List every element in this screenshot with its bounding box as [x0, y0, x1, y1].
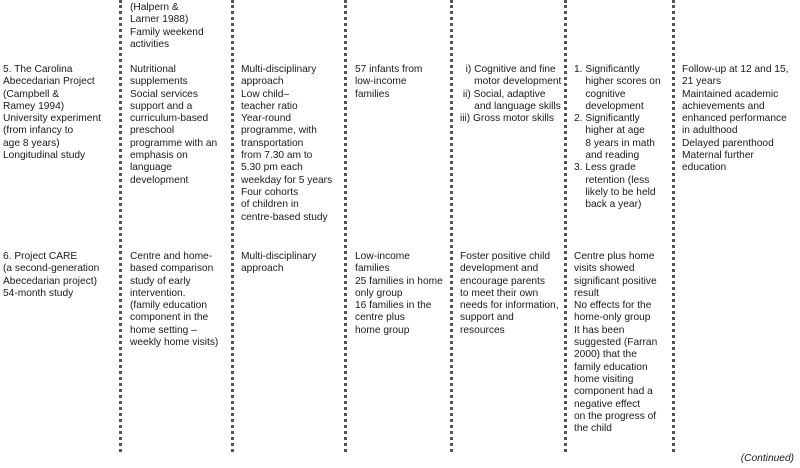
cell-line: Delayed parenthood: [682, 137, 774, 149]
cell-line: 6. Project CARE: [3, 251, 78, 262]
column-separator: [119, 0, 122, 452]
cell-line: preschool: [130, 125, 175, 137]
cell-line: education: [682, 162, 727, 174]
cell-line: enhanced performance: [682, 113, 787, 125]
cell-line: families: [355, 88, 390, 100]
cell-line: negative effect: [574, 398, 641, 410]
cell-line: suggested (Farran: [574, 337, 658, 349]
cell-line: home setting –: [130, 324, 197, 336]
cell-line: centre-based study: [241, 211, 328, 223]
cell-line: visits showed: [574, 263, 635, 275]
cell-line: Family weekend: [130, 26, 204, 38]
cell-line: home group: [355, 324, 410, 336]
cell-line: (Halpern &: [130, 2, 179, 13]
table-cell: [574, 64, 661, 212]
cell-line: Centre plus home: [574, 251, 655, 262]
cell-line: Longitudinal study: [3, 150, 86, 162]
cell-line: 21 years: [682, 76, 722, 88]
cell-line: Maternal further: [682, 150, 754, 162]
cell-line: significant positive: [574, 275, 657, 287]
cell-line: Low-income: [355, 251, 410, 262]
cell-line: home visiting: [574, 373, 634, 385]
cell-line: Ramey 1994): [3, 100, 65, 112]
cell-line: Multi-disciplinary: [241, 64, 317, 75]
cell-line: 57 infants from: [355, 64, 423, 75]
cell-line: development and: [460, 263, 539, 275]
cell-line: 5.30 pm each: [241, 162, 303, 174]
cell-line: programme with an: [130, 137, 218, 149]
table-cell: [241, 251, 316, 276]
cell-line: Social services: [130, 88, 198, 100]
cell-line: from 7.30 am to: [241, 150, 313, 162]
cell-line: supplements: [130, 76, 188, 88]
cell-line: and language skills: [460, 100, 561, 112]
cell-line: 16 families in the: [355, 300, 432, 312]
cell-line: (Campbell &: [3, 88, 60, 100]
cell-line: support and a: [130, 100, 193, 112]
cell-line: cognitive: [574, 88, 626, 100]
cell-line: support and: [460, 312, 514, 324]
cell-line: motor development: [460, 76, 562, 88]
cell-line: 1. Significantly: [574, 64, 640, 75]
table-cell: [460, 251, 559, 337]
cell-line: emphasis on: [130, 150, 188, 162]
column-separator: [344, 0, 347, 452]
cell-line: Follow-up at 12 and 15,: [682, 64, 789, 75]
cell-line: 25 families in home: [355, 275, 443, 287]
cell-line: language: [130, 162, 172, 174]
cell-line: low-income: [355, 76, 407, 88]
table-cell: [574, 251, 657, 435]
table-cell: [241, 64, 332, 224]
cell-line: No effects for the: [574, 300, 652, 312]
cell-line: age 8 years): [3, 137, 60, 149]
cell-line: component had a: [574, 386, 653, 398]
table-cell: [130, 2, 204, 51]
cell-line: weekly home visits): [130, 337, 219, 349]
cell-line: based comparison: [130, 263, 214, 275]
cell-line: approach: [241, 76, 284, 88]
cell-line: development: [130, 174, 189, 186]
cell-line: Low child–: [241, 88, 290, 100]
continued-note: (Continued): [740, 453, 794, 464]
cell-line: result: [574, 287, 599, 299]
cell-line: Abecedarian Project: [3, 76, 95, 88]
cell-line: Abecedarian project): [3, 275, 98, 287]
cell-line: in adulthood: [682, 125, 738, 137]
cell-line: component in the: [130, 312, 209, 324]
column-separator: [672, 0, 675, 452]
cell-line: weekday for 5 years: [241, 174, 333, 186]
cell-line: back a year): [574, 199, 642, 211]
cell-line: likely to be held: [574, 186, 656, 198]
cell-line: Multi-disciplinary: [241, 251, 317, 262]
cell-line: development: [574, 100, 644, 112]
cell-line: iii) Gross motor skills: [460, 113, 554, 125]
cell-line: centre plus: [355, 312, 405, 324]
cell-line: curriculum-based: [130, 113, 209, 125]
cell-line: Centre and home-: [130, 251, 213, 262]
cell-line: i) Cognitive and fine: [460, 64, 556, 75]
table-cell: [355, 64, 422, 101]
table-cell: [682, 64, 788, 175]
table-cell: [3, 64, 101, 162]
table-cell: [130, 64, 217, 187]
cell-line: teacher ratio: [241, 100, 298, 112]
table-cell: [355, 251, 443, 337]
cell-line: It has been: [574, 324, 625, 336]
cell-line: 3. Less grade: [574, 162, 636, 174]
table-cell: [460, 64, 561, 125]
cell-line: University experiment: [3, 113, 101, 125]
cell-line: home-only group: [574, 312, 651, 324]
cell-line: retention (less: [574, 174, 650, 186]
cell-line: only group: [355, 287, 403, 299]
cell-line: Four cohorts: [241, 186, 299, 198]
cell-line: Larner 1988): [130, 14, 189, 26]
cell-line: higher at age: [574, 125, 645, 137]
cell-line: ii) Social, adaptive: [460, 88, 546, 100]
cell-line: Year-round: [241, 113, 292, 125]
table-cell: [3, 251, 99, 300]
cell-line: approach: [241, 263, 284, 275]
cell-line: of children in: [241, 199, 299, 211]
column-separator: [231, 0, 234, 452]
cell-line: programme, with: [241, 125, 317, 137]
cell-line: 8 years in math: [574, 137, 655, 149]
cell-line: 54-month study: [3, 287, 74, 299]
cell-line: Maintained academic: [682, 88, 779, 100]
cell-line: (a second-generation: [3, 263, 100, 275]
cell-line: resources: [460, 324, 505, 336]
cell-line: activities: [130, 38, 170, 50]
column-separator: [450, 0, 453, 452]
cell-line: needs for information,: [460, 300, 559, 312]
column-separator: [564, 0, 567, 452]
cell-line: the child: [574, 423, 612, 435]
cell-line: to meet their own: [460, 287, 539, 299]
cell-line: study of early: [130, 275, 191, 287]
cell-line: families: [355, 263, 390, 275]
cell-line: 2. Significantly: [574, 113, 640, 125]
cell-line: transportation: [241, 137, 304, 149]
cell-line: encourage parents: [460, 275, 545, 287]
cell-line: 2000) that the: [574, 349, 637, 361]
cell-line: 5. The Carolina: [3, 64, 73, 75]
cell-line: higher scores on: [574, 76, 661, 88]
table-cell: [130, 251, 218, 349]
cell-line: Foster positive child: [460, 251, 551, 262]
cell-line: and reading: [574, 150, 640, 162]
cell-line: (family education: [130, 300, 208, 312]
cell-line: Nutritional: [130, 64, 176, 75]
cell-line: on the progress of: [574, 410, 657, 422]
cell-line: (from infancy to: [3, 125, 74, 137]
cell-line: family education: [574, 361, 648, 373]
cell-line: achievements and: [682, 100, 765, 112]
cell-line: intervention.: [130, 287, 186, 299]
